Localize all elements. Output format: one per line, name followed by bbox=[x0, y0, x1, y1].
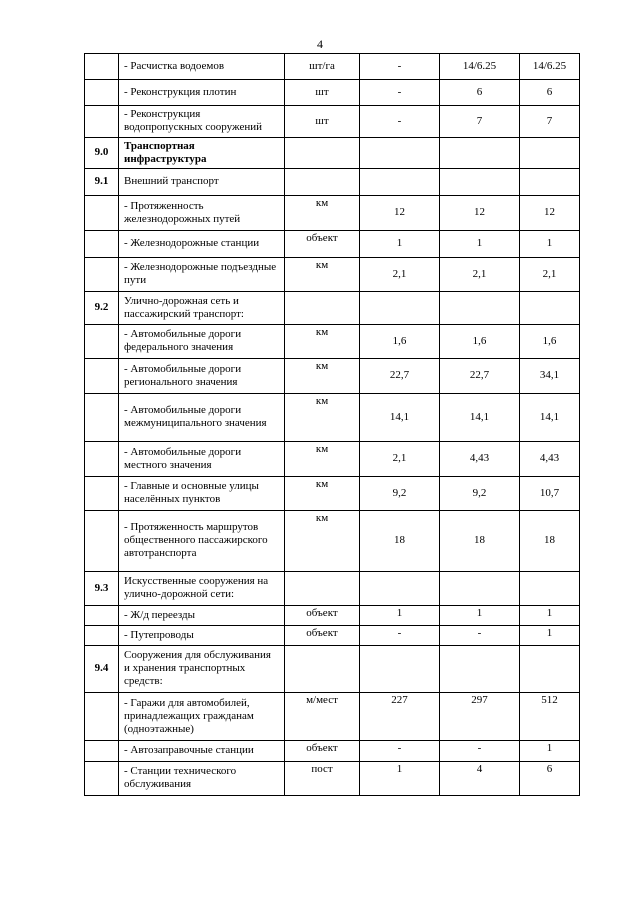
value-1-cell: 1 bbox=[360, 231, 440, 258]
table-row bbox=[85, 606, 580, 626]
value-1-cell: 9,2 bbox=[360, 477, 440, 511]
value-3-cell: 1 bbox=[520, 231, 580, 258]
table-body bbox=[85, 54, 580, 796]
table-row bbox=[85, 325, 580, 359]
indicator-name-cell: - Автомобильные дороги регионального значения bbox=[119, 359, 285, 394]
section-number-cell: 9.3 bbox=[85, 572, 119, 606]
indicator-name-cell: - Станции технического обслуживания bbox=[119, 762, 285, 796]
unit-cell bbox=[285, 646, 360, 693]
value-3-cell: 2,1 bbox=[520, 258, 580, 292]
indicator-name-cell: - Протяженность маршрутов общественного пассажирского автотранспорта bbox=[119, 511, 285, 572]
unit-cell: км bbox=[285, 196, 360, 231]
value-3-cell: 14/6.25 bbox=[520, 54, 580, 80]
section-number-cell bbox=[85, 106, 119, 138]
value-1-cell: - bbox=[360, 54, 440, 80]
unit-cell: объект bbox=[285, 626, 360, 646]
indicator-name-cell: - Автомобильные дороги местного значения bbox=[119, 442, 285, 477]
indicator-name-cell: - Гаражи для автомобилей, принадлежащих гражданам (одноэтажные) bbox=[119, 693, 285, 741]
value-1-cell: 1,6 bbox=[360, 325, 440, 359]
unit-cell: км bbox=[285, 442, 360, 477]
indicator-name-cell: - Ж/д переезды bbox=[119, 606, 285, 626]
value-2-cell: 6 bbox=[440, 80, 520, 106]
section-number-cell: 9.0 bbox=[85, 138, 119, 169]
value-2-cell: 2,1 bbox=[440, 258, 520, 292]
indicator-name-cell: Транспортная инфраструктура bbox=[119, 138, 285, 169]
value-2-cell: 14,1 bbox=[440, 394, 520, 442]
unit-cell: км bbox=[285, 359, 360, 394]
value-3-cell: 7 bbox=[520, 106, 580, 138]
value-1-cell: 14,1 bbox=[360, 394, 440, 442]
value-3-cell: 18 bbox=[520, 511, 580, 572]
table-row bbox=[85, 572, 580, 606]
value-2-cell: 7 bbox=[440, 106, 520, 138]
indicator-name-cell: - Автозаправочные станции bbox=[119, 741, 285, 762]
value-3-cell: 1,6 bbox=[520, 325, 580, 359]
value-1-cell bbox=[360, 292, 440, 325]
section-number-cell bbox=[85, 626, 119, 646]
table-row bbox=[85, 169, 580, 196]
section-number-cell: 9.2 bbox=[85, 292, 119, 325]
value-2-cell: 4,43 bbox=[440, 442, 520, 477]
section-number-cell bbox=[85, 258, 119, 292]
section-number-cell bbox=[85, 54, 119, 80]
section-number-cell bbox=[85, 511, 119, 572]
value-2-cell: 1,6 bbox=[440, 325, 520, 359]
table-row bbox=[85, 442, 580, 477]
value-2-cell bbox=[440, 169, 520, 196]
section-number-cell bbox=[85, 762, 119, 796]
infrastructure-table bbox=[84, 53, 580, 796]
table-row bbox=[85, 54, 580, 80]
page-number: 4 bbox=[317, 37, 323, 51]
value-3-cell: 34,1 bbox=[520, 359, 580, 394]
value-1-cell: - bbox=[360, 80, 440, 106]
table-row bbox=[85, 138, 580, 169]
value-1-cell bbox=[360, 646, 440, 693]
unit-cell bbox=[285, 292, 360, 325]
value-3-cell: 14,1 bbox=[520, 394, 580, 442]
unit-cell: км bbox=[285, 477, 360, 511]
value-2-cell: 22,7 bbox=[440, 359, 520, 394]
value-1-cell: 18 bbox=[360, 511, 440, 572]
section-number-cell bbox=[85, 196, 119, 231]
table-row bbox=[85, 762, 580, 796]
value-1-cell bbox=[360, 169, 440, 196]
unit-cell: м/мест bbox=[285, 693, 360, 741]
value-2-cell: - bbox=[440, 741, 520, 762]
section-number-cell bbox=[85, 693, 119, 741]
value-2-cell: 1 bbox=[440, 606, 520, 626]
value-1-cell: 2,1 bbox=[360, 442, 440, 477]
value-3-cell bbox=[520, 572, 580, 606]
value-1-cell: 227 bbox=[360, 693, 440, 741]
table-row bbox=[85, 80, 580, 106]
table-row bbox=[85, 359, 580, 394]
indicator-name-cell: - Реконструкция плотин bbox=[119, 80, 285, 106]
unit-cell: км bbox=[285, 511, 360, 572]
value-1-cell: - bbox=[360, 106, 440, 138]
value-1-cell: - bbox=[360, 741, 440, 762]
indicator-name-cell: - Путепроводы bbox=[119, 626, 285, 646]
value-1-cell bbox=[360, 572, 440, 606]
table-row bbox=[85, 626, 580, 646]
unit-cell bbox=[285, 138, 360, 169]
indicator-name-cell: - Реконструкция водопропускных сооружений bbox=[119, 106, 285, 138]
value-3-cell bbox=[520, 646, 580, 693]
value-1-cell bbox=[360, 138, 440, 169]
section-number-cell bbox=[85, 741, 119, 762]
table-row bbox=[85, 258, 580, 292]
value-2-cell: 14/6.25 bbox=[440, 54, 520, 80]
value-3-cell: 1 bbox=[520, 626, 580, 646]
value-2-cell: 297 bbox=[440, 693, 520, 741]
section-number-cell bbox=[85, 325, 119, 359]
value-2-cell bbox=[440, 646, 520, 693]
table-row bbox=[85, 646, 580, 693]
value-3-cell bbox=[520, 138, 580, 169]
value-2-cell: - bbox=[440, 626, 520, 646]
value-2-cell bbox=[440, 572, 520, 606]
unit-cell: шт/га bbox=[285, 54, 360, 80]
unit-cell: пост bbox=[285, 762, 360, 796]
section-number-cell bbox=[85, 606, 119, 626]
section-number-cell bbox=[85, 394, 119, 442]
value-3-cell: 4,43 bbox=[520, 442, 580, 477]
value-2-cell: 9,2 bbox=[440, 477, 520, 511]
value-2-cell: 12 bbox=[440, 196, 520, 231]
indicator-name-cell: - Протяженность железнодорожных путей bbox=[119, 196, 285, 231]
value-2-cell: 1 bbox=[440, 231, 520, 258]
value-3-cell bbox=[520, 169, 580, 196]
table-row bbox=[85, 693, 580, 741]
section-number-cell bbox=[85, 477, 119, 511]
unit-cell: км bbox=[285, 394, 360, 442]
table-row bbox=[85, 196, 580, 231]
value-3-cell: 1 bbox=[520, 741, 580, 762]
indicator-name-cell: - Автомобильные дороги федерального значения bbox=[119, 325, 285, 359]
table-row bbox=[85, 292, 580, 325]
value-1-cell: 22,7 bbox=[360, 359, 440, 394]
value-1-cell: 1 bbox=[360, 606, 440, 626]
value-2-cell: 4 bbox=[440, 762, 520, 796]
value-1-cell: 1 bbox=[360, 762, 440, 796]
unit-cell bbox=[285, 572, 360, 606]
value-2-cell bbox=[440, 138, 520, 169]
value-3-cell: 6 bbox=[520, 762, 580, 796]
unit-cell bbox=[285, 169, 360, 196]
value-3-cell: 10,7 bbox=[520, 477, 580, 511]
value-3-cell: 6 bbox=[520, 80, 580, 106]
value-3-cell: 1 bbox=[520, 606, 580, 626]
value-1-cell: - bbox=[360, 626, 440, 646]
table-row bbox=[85, 477, 580, 511]
value-3-cell bbox=[520, 292, 580, 325]
section-number-cell bbox=[85, 80, 119, 106]
table-row bbox=[85, 511, 580, 572]
table-row bbox=[85, 741, 580, 762]
value-2-cell: 18 bbox=[440, 511, 520, 572]
section-number-cell bbox=[85, 231, 119, 258]
section-number-cell: 9.4 bbox=[85, 646, 119, 693]
unit-cell: объект bbox=[285, 741, 360, 762]
table-row bbox=[85, 106, 580, 138]
indicator-name-cell: Внешний транспорт bbox=[119, 169, 285, 196]
value-3-cell: 12 bbox=[520, 196, 580, 231]
unit-cell: объект bbox=[285, 231, 360, 258]
value-1-cell: 12 bbox=[360, 196, 440, 231]
unit-cell: км bbox=[285, 258, 360, 292]
unit-cell: объект bbox=[285, 606, 360, 626]
table-row bbox=[85, 394, 580, 442]
indicator-name-cell: - Автомобильные дороги межмуниципального значения bbox=[119, 394, 285, 442]
section-number-cell: 9.1 bbox=[85, 169, 119, 196]
value-1-cell: 2,1 bbox=[360, 258, 440, 292]
indicator-name-cell: - Железнодорожные подъездные пути bbox=[119, 258, 285, 292]
unit-cell: шт bbox=[285, 106, 360, 138]
value-3-cell: 512 bbox=[520, 693, 580, 741]
indicator-name-cell: Искусственные сооружения на улично-дорожной сети: bbox=[119, 572, 285, 606]
unit-cell: шт bbox=[285, 80, 360, 106]
indicator-name-cell: - Главные и основные улицы населённых пунктов bbox=[119, 477, 285, 511]
indicator-name-cell: - Расчистка водоемов bbox=[119, 54, 285, 80]
value-2-cell bbox=[440, 292, 520, 325]
indicator-name-cell: - Железнодорожные станции bbox=[119, 231, 285, 258]
indicator-name-cell: Сооружения для обслуживания и хранения транспортных средств: bbox=[119, 646, 285, 693]
unit-cell: км bbox=[285, 325, 360, 359]
table-row bbox=[85, 231, 580, 258]
section-number-cell bbox=[85, 359, 119, 394]
indicator-name-cell: Улично-дорожная сеть и пассажирский транспорт: bbox=[119, 292, 285, 325]
section-number-cell bbox=[85, 442, 119, 477]
